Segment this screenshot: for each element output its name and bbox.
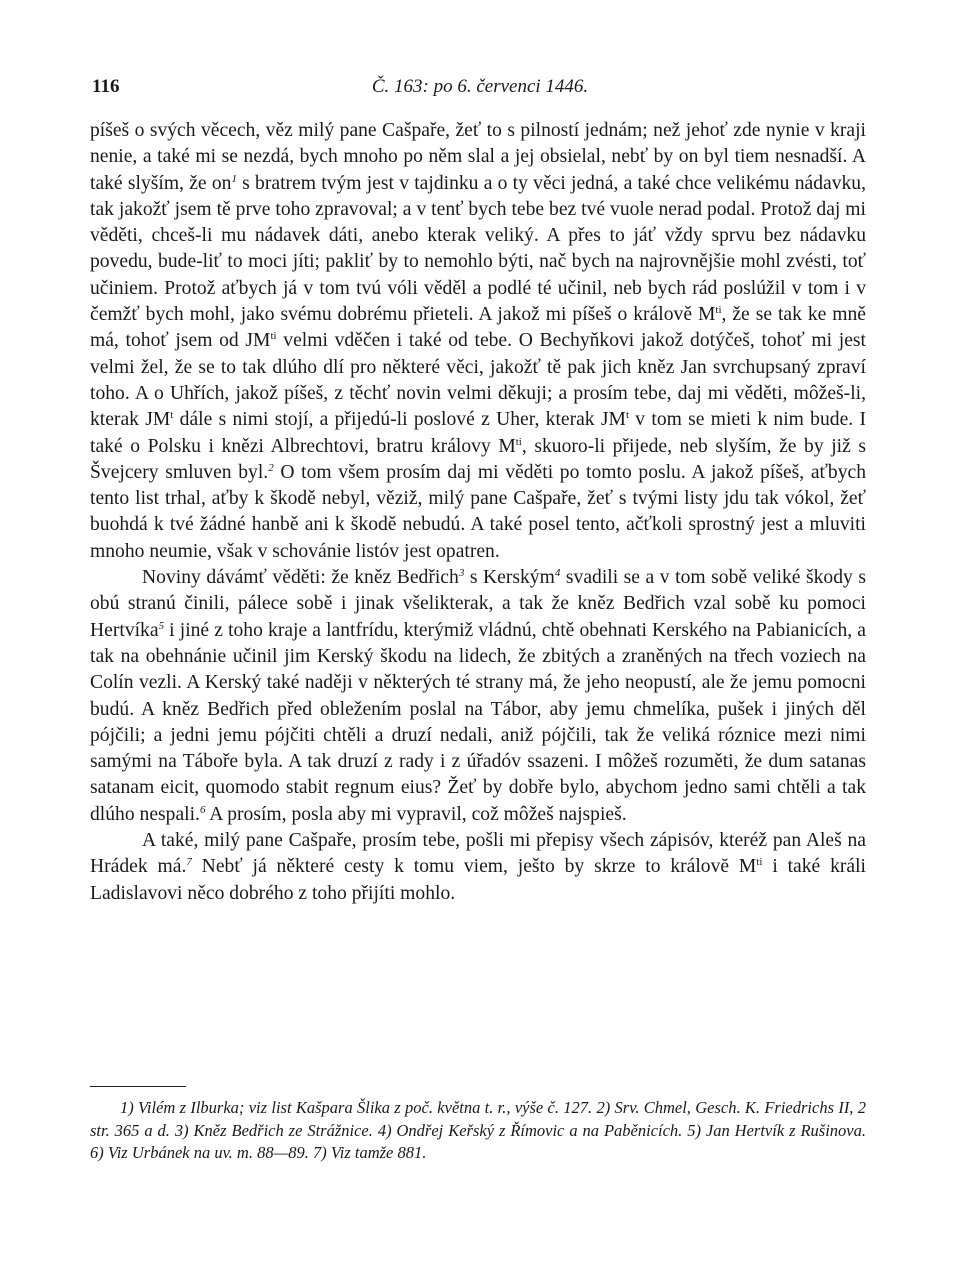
- running-title: Č. 163: po 6. červenci 1446.: [371, 76, 589, 97]
- text-segment: Nebť já některé cesty k tomu viem, ješto by skrze to královĕ M: [191, 856, 757, 878]
- footnote-ref: 3: [458, 567, 465, 580]
- text-segment: O tom všem prosím daj mi věděti po tomto poslu. A jakož píšeš, aťbych tento list trhal, aťby k škodě nebyl, věziž, milý pane Cašpaře, žeť s tvými listy jdu tak vókol, žeť buohdá k tvé žádné hanbě ani k škodě nebudú. A také posel tento, ačťkoli sprostný jest a mluviti mnoho neumie, však v schovánie listóv jest opatren.: [90, 461, 866, 562]
- text-segment: , skuoro-li přijede, neb slyším, že by již s Švejcery smluven byl.: [90, 435, 866, 483]
- text-segment: A prosím, posla aby mi vypravil, což môžeš najspieš.: [205, 803, 627, 825]
- text-segment: s bratrem tvým jest v tajdinku a o ty věci jedná, a také chce velikému nádavku, tak jakožť jsem tě prve toho zpravoval; a v tenť bych tebe bez tvé vuole nerad podal. Protož daj mi věděti, chceš-li mu nádavek dáti, anebo kterak veliký. A přes to jáť vždy sprvu bez nádavku povedu, bude-liť to moci jíti; pakliť by to nemohlo býti, nač bych na najrovnějšie mohl zvésti, toť učiniem. Protož aťbych já v tom tvú vóli věděl a podlé té učinil, neb bych rád poslúžil v tom i v čemžť bych mohl, jako svému dobrému přieteli. A jakož mi píšeš o králově M: [90, 172, 867, 326]
- paragraph-3: [90, 828, 866, 907]
- footnote-ref: 7: [186, 856, 192, 869]
- text-segment: s Kerským: [464, 567, 555, 589]
- footnote-ref: 2: [268, 461, 274, 474]
- text-segment: i jiné z toho kraje a lantfrídu, kterýmiž vládnú, chtě obehnati Kerského na Pabianicích, a tak na obehnánie učinil jim Kerský škodu na lidech, že zbitých a zraněných na třech voziech na Colín vezli. A Kerský také naději v některých té strany má, že jeho neopustí, ale že jemu pomocni budú. A kněz Bedřich před obležením poslal na Tábor, aby jemu chmelíka, pušek i jiných děl pójčili; a jedni jemu pójčiti chtěli a druzí nedali, aniž pójčili, tak že veliká róznice mezi nimi samými na Táboře byla. A tak druzí z rady i z úřadóv ssazeni. I môžeš rozuměti, že dum satanas satanam eicit, quomodo stabit regnum eius? Žeť by dobře bylo, abychom jedno sami chtěli a tak dlúho nespali.: [90, 619, 866, 825]
- paragraph-1: [90, 118, 866, 565]
- footnote-ref: 5: [158, 619, 165, 632]
- footnotes: [90, 1097, 866, 1165]
- footnote-ref: 1: [231, 172, 237, 185]
- letter-body: [90, 118, 866, 907]
- footnote-ref: 6: [199, 803, 206, 816]
- text-segment: svadili se a v tom sobě veliké škody s obú stranú činili, pálece sobě i jinak všelikterak, a tak že kněz Bedřich vzal sobě ku pomoci Hertvíka: [90, 567, 866, 641]
- text-segment: Noviny dávámť věděti: že kněz Bedřich: [142, 567, 459, 589]
- footnote-text: 1) Vilém z Ilburka; viz list Kašpara Šlika z poč. května t. r., výše č. 127. 2) Srv. Chmel, Gesch. K. Friedrichs II, 2 str. 365 a d. 3) Kněz Bedřich ze Strážnice. 4) Ondřej Keřský z Římovic a na Paběnicích. 5) Jan Hertvík z Rušinova. 6) Viz Urbánek na uv. m. 88—89. 7) Viz tamže 881.: [90, 1098, 866, 1162]
- paragraph-2: [90, 565, 866, 828]
- text-segment: , že se tak ke mně má, tohoť jsem od JM: [90, 304, 866, 352]
- superscript-ti: ti: [270, 330, 277, 343]
- footnote-ref: 4: [554, 567, 561, 580]
- superscript-t: t: [625, 409, 629, 422]
- superscript-ti: ti: [515, 435, 522, 448]
- text-segment: píšeš o svých věcech, věz milý pane Cašpaře, žeť to s pilností jednám; než jehoť zde nynie v kraji nenie, a také mi se nezdá, bych mnoho po něm slal a jej obsielal, nebť by on byl tiem nesnadší. A také slyším, že on: [90, 120, 866, 194]
- superscript-t: t: [170, 409, 174, 422]
- text-segment: dále s nimi stojí, a přijedú-li poslové z Uher, kterak JM: [173, 409, 626, 431]
- text-segment: v tom se mieti k nim bude. I také o Polsku i knězi Albrechtovi, bratru královy M: [90, 409, 866, 457]
- text-segment: velmi vděčen i také od tebe. O Bechyňkovi jakož dotýčeš, tohoť mi jest velmi žel, že se to tak dlúho dlí pro některé věci, jakožť tě pak jich kněz Jan svrchupsaný zpraví toho. A o Uhřích, jakož píšeš, z těchť novin velmi děkuji; a prosím tebe, daj mi věděti, môžeš-li, kterak JM: [90, 330, 866, 431]
- text-segment: A také, milý pane Cašpaře, prosím tebe, pošli mi přepisy všech zápisóv, kteréž pan Aleš na Hrádek má.: [90, 830, 866, 878]
- page-number: 116: [92, 76, 120, 97]
- footnote-divider: [90, 1086, 186, 1087]
- superscript-ti: ti: [756, 856, 763, 869]
- superscript-ti: ti: [715, 304, 722, 317]
- text-segment: i také králi Ladislavovi něco dobrého z toho přijíti mohlo.: [90, 856, 866, 904]
